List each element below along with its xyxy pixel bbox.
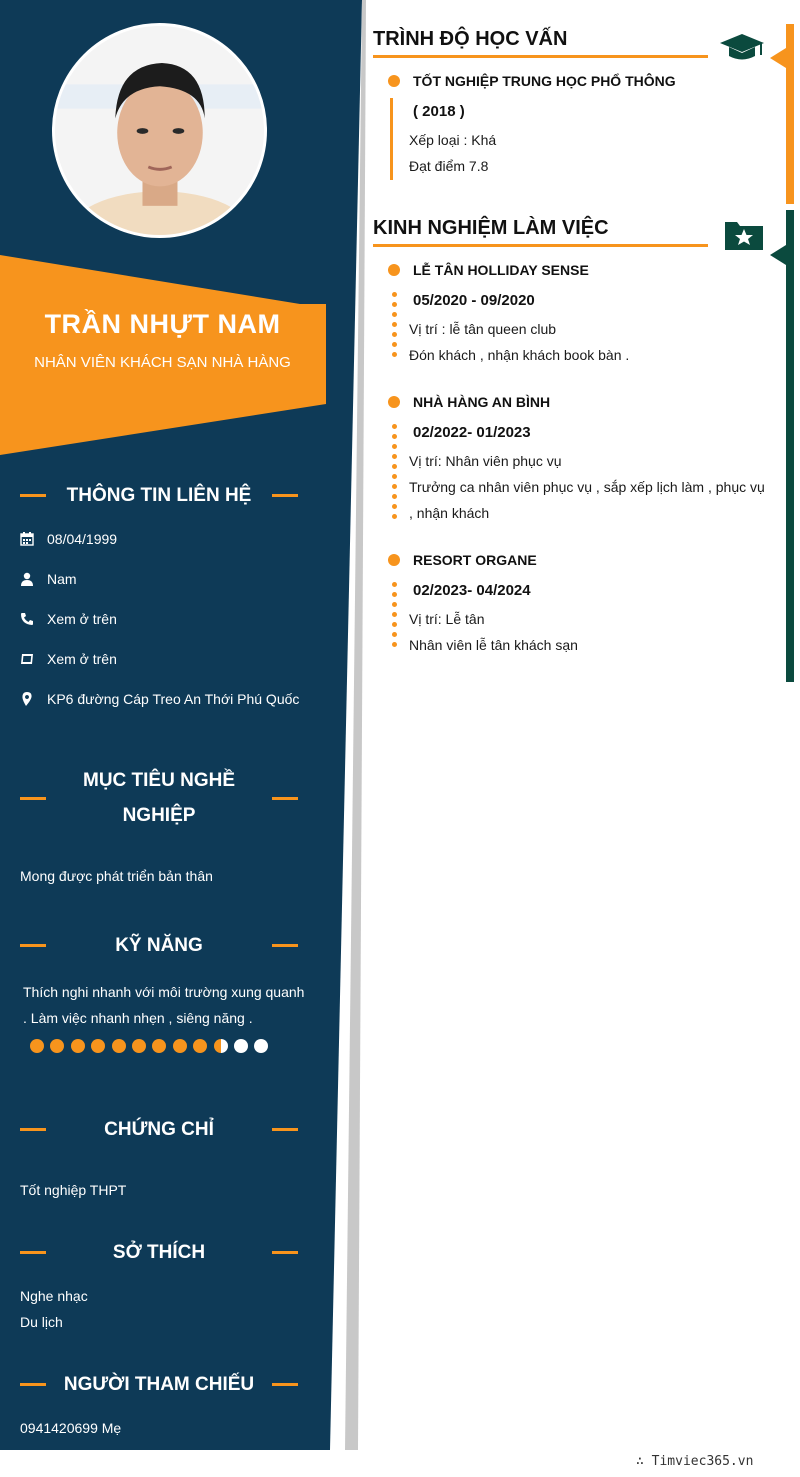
job-period: 02/2023- 04/2024 bbox=[413, 582, 531, 599]
certificates-text: Tốt nghiệp THPT bbox=[20, 1182, 127, 1198]
job-company: RESORT ORGANE bbox=[413, 552, 537, 568]
education-title-underline bbox=[373, 55, 708, 58]
education-edge-bar bbox=[786, 24, 794, 204]
skill-dot bbox=[71, 1039, 85, 1053]
contact-address: KP6 đường Cáp Treo An Thới Phú Quốc bbox=[20, 691, 299, 707]
skill-dot bbox=[91, 1039, 105, 1053]
objective-section-title: MỤC TIÊU NGHỀ NGHIỆP bbox=[20, 763, 298, 833]
skill-dot bbox=[132, 1039, 146, 1053]
skill-dot bbox=[214, 1039, 228, 1053]
phone-icon bbox=[20, 611, 47, 627]
title-dash bbox=[20, 494, 46, 497]
job-detail: , nhận khách bbox=[409, 505, 490, 521]
skill-dot bbox=[30, 1039, 44, 1053]
job-detail: Trưởng ca nhân viên phục vụ , sắp xếp lịch làm , phục vụ bbox=[409, 479, 765, 495]
contact-section-title: THÔNG TIN LIÊN HỆ bbox=[20, 478, 298, 513]
job-bullet bbox=[388, 264, 400, 276]
location-icon bbox=[20, 691, 47, 707]
avatar-icon bbox=[55, 26, 264, 235]
job-timeline-dots bbox=[392, 292, 397, 362]
skill-dot bbox=[112, 1039, 126, 1053]
footer-brand[interactable]: ∴ Timviec365.vn bbox=[636, 1454, 754, 1469]
job-timeline-dots bbox=[392, 424, 397, 524]
title-dash bbox=[272, 1383, 298, 1386]
hobbies-list bbox=[20, 1283, 310, 1335]
education-bullet bbox=[388, 75, 400, 87]
sidebar bbox=[0, 0, 370, 1477]
job-detail: Nhân viên lễ tân khách sạn bbox=[409, 637, 578, 653]
skill-rating bbox=[30, 1039, 268, 1053]
title-dash bbox=[20, 1383, 46, 1386]
briefcase-star-icon bbox=[725, 218, 765, 257]
objective-text: Mong được phát triển bản thân bbox=[20, 868, 213, 884]
job-detail: Đón khách , nhận khách book bàn . bbox=[409, 347, 630, 363]
education-year: ( 2018 ) bbox=[413, 103, 465, 120]
candidate-job-title: NHÂN VIÊN KHÁCH SẠN NHÀ HÀNG bbox=[34, 354, 291, 371]
title-dash bbox=[20, 797, 46, 800]
skill-dot bbox=[193, 1039, 207, 1053]
email-icon bbox=[20, 651, 47, 667]
experience-edge-bar bbox=[786, 210, 794, 682]
title-dash bbox=[272, 494, 298, 497]
job-company: NHÀ HÀNG AN BÌNH bbox=[413, 394, 551, 410]
job-detail: Vị trí : lễ tân queen club bbox=[409, 321, 557, 337]
skills-text: Thích nghi nhanh với môi trường xung quanh . Làm việc nhanh nhẹn , siêng năng . bbox=[23, 984, 305, 1026]
contact-birthday: 08/04/1999 bbox=[20, 531, 117, 547]
education-rank: Xếp loại : Khá bbox=[409, 132, 497, 148]
skill-dot bbox=[50, 1039, 64, 1053]
education-edge-arrow bbox=[770, 48, 786, 68]
skill-dot bbox=[152, 1039, 166, 1053]
title-dash bbox=[272, 1251, 298, 1254]
certificates-section-title: CHỨNG CHỈ bbox=[20, 1112, 298, 1147]
skill-dot bbox=[173, 1039, 187, 1053]
hobby-item: Nghe nhạc bbox=[20, 1288, 88, 1304]
contact-gender: Nam bbox=[20, 571, 77, 587]
contact-phone: Xem ở trên bbox=[20, 611, 117, 627]
job-period: 02/2022- 01/2023 bbox=[413, 424, 531, 441]
education-timeline-bar bbox=[390, 98, 393, 180]
job-timeline-dots bbox=[392, 582, 397, 652]
job-detail: Vị trí: Nhân viên phục vụ bbox=[409, 453, 562, 469]
experience-title-underline bbox=[373, 244, 708, 247]
hobbies-section-title: SỞ THÍCH bbox=[20, 1235, 298, 1270]
references-text: 0941420699 Mẹ bbox=[20, 1420, 122, 1436]
calendar-icon bbox=[20, 531, 47, 547]
skills-section-title: KỸ NĂNG bbox=[20, 928, 298, 963]
education-section-title: TRÌNH ĐỘ HỌC VẤN bbox=[373, 28, 568, 50]
skill-dot bbox=[254, 1039, 268, 1053]
education-score: Đạt điểm 7.8 bbox=[409, 158, 489, 174]
title-dash bbox=[272, 1128, 298, 1131]
title-dash bbox=[272, 797, 298, 800]
contact-email: Xem ở trên bbox=[20, 651, 117, 667]
experience-edge-arrow bbox=[770, 245, 786, 265]
graduation-cap-icon bbox=[720, 32, 764, 69]
job-period: 05/2020 - 09/2020 bbox=[413, 292, 535, 309]
title-dash bbox=[20, 1251, 46, 1254]
title-dash bbox=[20, 944, 46, 947]
job-detail: Vị trí: Lễ tân bbox=[409, 611, 485, 627]
user-icon bbox=[20, 571, 47, 587]
education-school: TỐT NGHIỆP TRUNG HỌC PHỔ THÔNG bbox=[413, 73, 676, 89]
experience-section-title: KINH NGHIỆM LÀM VIỆC bbox=[373, 217, 609, 239]
title-dash bbox=[272, 944, 298, 947]
references-section-title: NGƯỜI THAM CHIẾU bbox=[20, 1367, 298, 1402]
job-company: LỄ TÂN HOLLIDAY SENSE bbox=[413, 262, 589, 278]
hobby-item: Du lịch bbox=[20, 1314, 63, 1330]
title-dash bbox=[20, 1128, 46, 1131]
job-bullet bbox=[388, 396, 400, 408]
candidate-name: TRẦN NHỰT NAM bbox=[44, 309, 281, 339]
profile-photo bbox=[52, 23, 267, 238]
skill-dot bbox=[234, 1039, 248, 1053]
job-bullet bbox=[388, 554, 400, 566]
